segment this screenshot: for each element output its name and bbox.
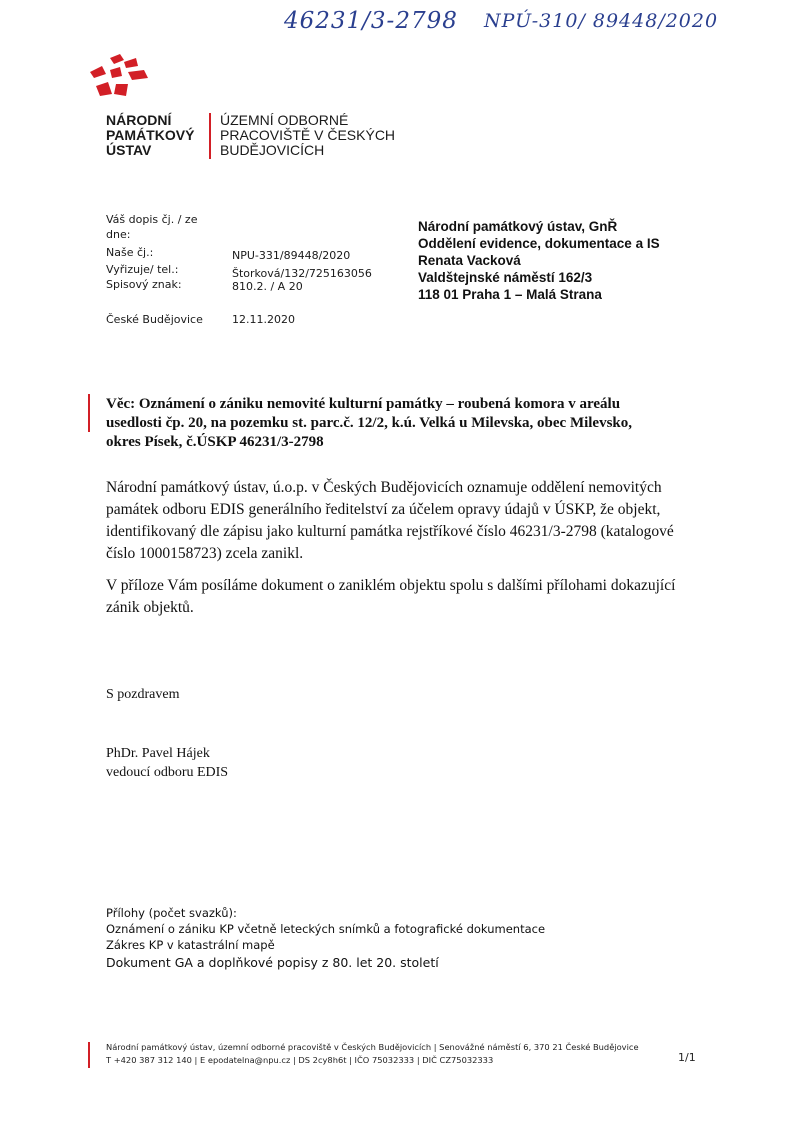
our-ref-value: NPU-331/89448/2020 [232,249,351,262]
date-value: 12.11.2020 [232,313,295,326]
attachments-title: Přílohy (počet svazků): [106,906,237,920]
footer-marker [88,1042,90,1068]
organization-name [106,113,194,158]
page-number: 1/1 [678,1051,696,1064]
recipient-address [418,218,660,303]
paragraph-1-line-1: Národní památkový ústav, ú.o.p. v Českých Budějovicích oznamuje oddělení nemovitých [106,479,662,496]
place-label: České Budějovice [106,313,203,326]
npu-logo-icon [86,54,156,108]
unit-name [220,113,395,158]
recipient-line-1: Národní památkový ústav, GnŘ [418,219,618,234]
handwritten-registration-number: 46231/3-2798 [284,8,458,34]
signatory-name: PhDr. Pavel Hájek [106,746,210,761]
recipient-line-4: Valdštejnské náměstí 162/3 [418,270,593,285]
file-code-label: Spisový znak: [106,278,182,291]
greeting: S pozdravem [106,687,180,702]
org-name-line-3: ÚSTAV [106,142,152,158]
footer-address: Národní památkový ústav, územní odborné pracoviště v Českých Budějovicích | Senovážné náměstí 6, 370 21 České Budějovice [106,1042,639,1052]
recipient-line-3: Renata Vacková [418,253,521,268]
our-ref-label: Naše čj.: [106,246,154,259]
recipient-line-5: 118 01 Praha 1 – Malá Strana [418,287,602,302]
paragraph-1-line-4: číslo 1000158723) zcela zanikl. [106,545,304,562]
handwritten-reference-number: NPÚ-310/ 89448/2020 [484,10,719,32]
your-letter-label: Váš dopis čj. / ze dne: [106,213,198,241]
unit-name-line-2: PRACOVIŠTĚ V ČESKÝCH [220,127,396,143]
recipient-line-2: Oddělení evidence, dokumentace a IS [418,236,660,251]
org-name-line-1: NÁRODNÍ [106,112,172,128]
handled-by-value: Štorková/132/725163056 [232,267,372,280]
subject-marker [88,394,90,432]
subject-line-2: usedlosti čp. 20, na pozemku st. parc.č. 12/2, k.ú. Velká u Milevska, obec Milevsko, [106,415,633,431]
unit-name-line-1: ÚZEMNÍ ODBORNÉ [220,112,349,128]
attachment-item-1: Oznámení o zániku KP včetně leteckých snímků a fotografické dokumentace [106,922,546,936]
attachment-item-2: Zákres KP v katastrální mapě [106,938,275,952]
paragraph-1-line-3: identifikovaný dle zápisu jako kulturní památka rejstříkové číslo 46231/3-2798 (katalogové [106,523,674,540]
subject [106,395,632,452]
paragraph-2-line-1: V příloze Vám posíláme dokument o zaniklém objektu spolu s dalšími přílohami dokazující [106,577,676,594]
paragraph-2-line-2: zánik objektů. [106,599,194,616]
subject-line-1: Věc: Oznámení o zániku nemovité kulturní památky – roubená komora v areálu [106,396,621,412]
body-paragraph-1 [106,477,674,565]
paragraph-1-line-2: památek odboru EDIS generálního ředitelství za účelem opravy údajů v ÚSKP, že objekt, [106,501,661,518]
header-divider [209,113,211,159]
subject-line-3: okres Písek, č.ÚSKP 46231/3-2798 [106,434,324,450]
unit-name-line-3: BUDĚJOVICÍCH [220,142,325,158]
org-name-line-2: PAMÁTKOVÝ [106,127,195,143]
file-code-value: 810.2. / A 20 [232,280,303,293]
footer-contacts: T +420 387 312 140 | E epodatelna@npu.cz | DS 2cy8h6t | IČO 75032333 | DIČ CZ75032333 [106,1055,494,1065]
handled-by-label: Vyřizuje/ tel.: [106,263,179,276]
attachment-item-3: Dokument GA a doplňkové popisy z 80. let 20. století [106,955,439,970]
signatory-title: vedoucí odboru EDIS [106,765,229,780]
body-paragraph-2 [106,575,675,619]
